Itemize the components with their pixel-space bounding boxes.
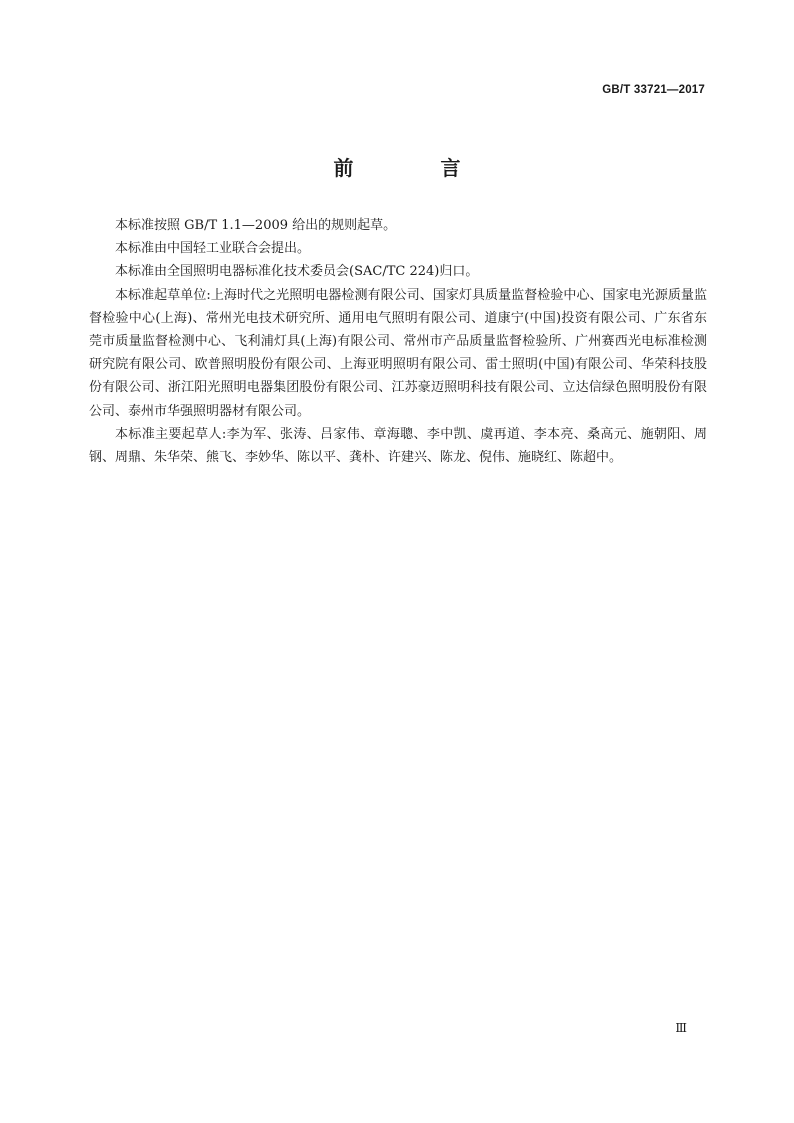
page-number: Ⅲ (675, 1021, 687, 1035)
paragraph-drafting-rules: 本标准按照 GB/T 1.1—2009 给出的规则起草。 (115, 218, 397, 233)
paragraph-main-drafters: 本标准主要起草人:李为军、张涛、吕家伟、章海聰、李中凯、虞再道、李本亮、桑高元、施朝阳、周钢、周鼎、朱华荣、熊飞、李妙华、陈以平、龚朴、许建兴、陈龙、倪伟、施晓红、陈超中。 (89, 426, 707, 466)
foreword-body (89, 214, 707, 469)
paragraph-centralized-by: 本标准由全国照明电器标准化技术委员会(SAC/TC 224)归口。 (115, 264, 479, 280)
paragraph-proposer: 本标准由中国轻工业联合会提出。 (115, 241, 311, 257)
paragraph-drafting-organizations: 本标准起草单位:上海时代之光照明电器检测有限公司、国家灯具质量监督检验中心、国家电光源质量监督检验中心(上海)、常州光电技术研究所、通用电气照明有限公司、道康宁(中国)投资有限公司、广东省东莞市质量监督检测中心、飞利浦灯具(上海)有限公司、常州市产品质量监督检验所、广州赛西光电标准检测研究院有限公司、欧普照明股份有限公司、上海亚明照明有限公司、雷士照明(中国)有限公司、华荣科技股份有限公司、浙江阳光照明电器集团股份有限公司、江苏豪迈照明科技有限公司、立达信绿色照明股份有限公司、泰州市华强照明器材有限公司。 (89, 287, 707, 419)
standard-number: GB/T 33721—2017 (602, 84, 705, 96)
page-title: 前 言 (333, 156, 501, 180)
